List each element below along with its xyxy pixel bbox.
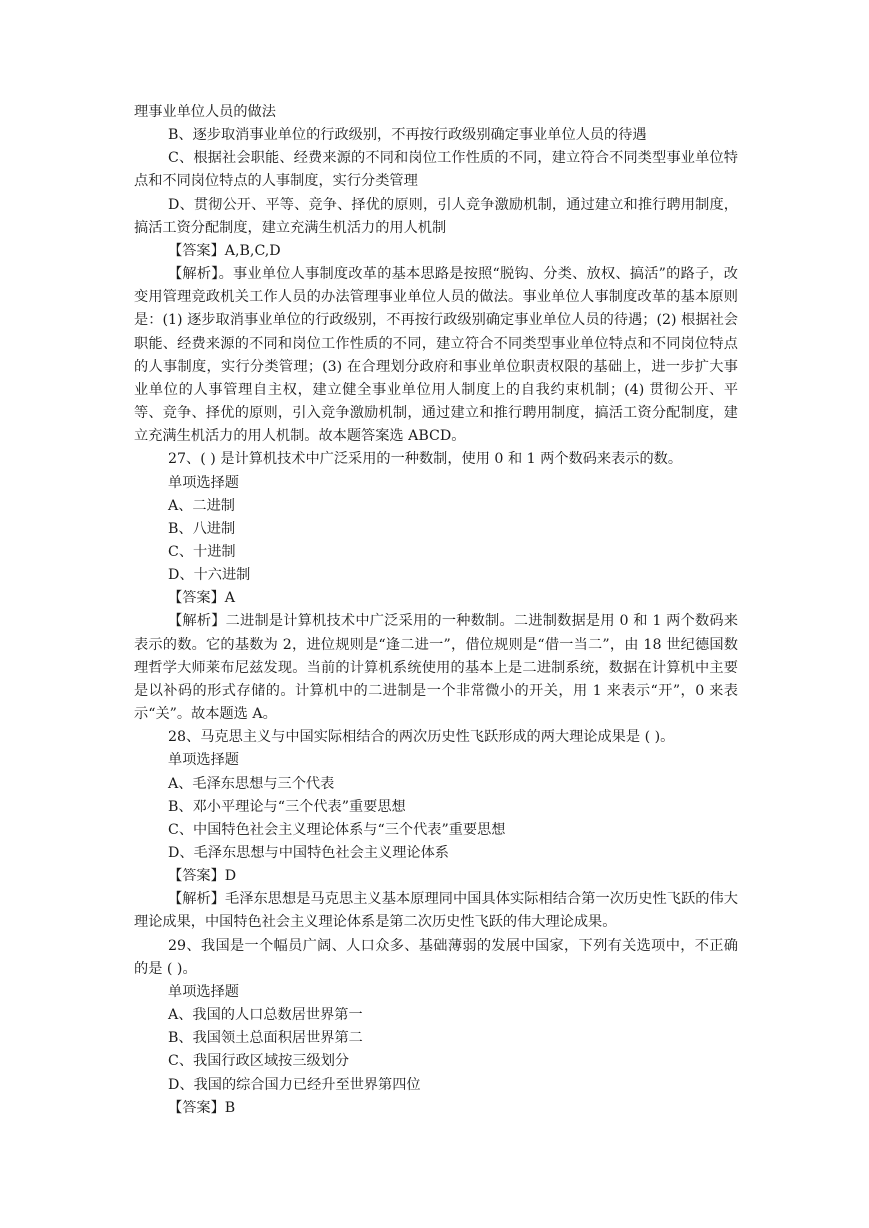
option-c: C、根据社会职能、经费来源的不同和岗位工作性质的不同，建立符合不同类型事业单位特点和不同岗位特点的人事制度，实行分类管理 xyxy=(134,150,738,190)
analysis: 【解析】二进制是计算机技术中广泛采用的一种数制。二进制数据是用 0 和 1 两个数码来表示的数。它的基数为 2，进位规则是“逢二进一”，借位规则是“借一当二”，由 18 世纪德国数理哲学大师莱布尼兹发现。当前的计算机系统使用的基本上是二进制系统，数据在计算机中主要是以补码的形式存储的。计算机中的二进制是一个非常微小的开关，用 1 来表示“开”，0 来表示“关”。故本题选 A。 xyxy=(134,613,738,723)
question-type: 单项选择题 xyxy=(168,474,239,491)
option-a: A、二进制 xyxy=(168,497,235,514)
answer: 【答案】A xyxy=(168,590,235,607)
document-body xyxy=(134,101,738,1120)
option-c: C、中国特色社会主义理论体系与“三个代表”重要思想 xyxy=(168,821,506,838)
question-29: 29、我国是一个幅员广阔、人口众多、基础薄弱的发展中国家，下列有关选项中，不正确的是 ( )。 xyxy=(134,937,738,977)
option-a: A、毛泽东思想与三个代表 xyxy=(168,775,335,792)
option-d: D、毛泽东思想与中国特色社会主义理论体系 xyxy=(168,845,449,861)
answer: 【答案】B xyxy=(168,1099,236,1116)
answer: 【答案】A,B,C,D xyxy=(168,242,281,259)
option-b: B、邓小平理论与“三个代表”重要思想 xyxy=(168,798,406,815)
option-d: D、贯彻公开、平等、竞争、择优的原则，引人竞争激励机制，通过建立和推行聘用制度，搞活工资分配制度，建立充满生机活力的用人机制 xyxy=(134,196,738,236)
answer: 【答案】D xyxy=(168,868,237,885)
question-type: 单项选择题 xyxy=(168,983,239,1000)
question-27: 27、( ) 是计算机技术中广泛采用的一种数制，使用 0 和 1 两个数码来表示的数。 xyxy=(168,451,683,468)
question-28: 28、马克思主义与中国实际相结合的两次历史性飞跃形成的两大理论成果是 ( )。 xyxy=(168,729,675,746)
option-b: B、八进制 xyxy=(168,520,236,537)
analysis: 【解析】毛泽东思想是马克思主义基本原理同中国具体实际相结合第一次历史性飞跃的伟大理论成果，中国特色社会主义理论体系是第二次历史性飞跃的伟大理论成果。 xyxy=(134,891,738,931)
paragraph: 理事业单位人员的做法 xyxy=(134,104,276,120)
option-b: B、逐步取消事业单位的行政级别，不再按行政级别确定事业单位人员的待遇 xyxy=(168,127,647,144)
option-b: B、我国领土总面积居世界第二 xyxy=(168,1030,363,1047)
option-c: C、我国行政区域按三级划分 xyxy=(168,1053,350,1070)
option-c: C、十进制 xyxy=(168,543,236,560)
option-d: D、十六进制 xyxy=(168,567,251,584)
option-d: D、我国的综合国力已经升至世界第四位 xyxy=(168,1076,421,1093)
analysis: 【解析】。事业单位人事制度改革的基本思路是按照“脱钩、分类、放权、搞活”的路子，改变用管理竞政机关工作人员的办法管理事业单位人员的做法。事业单位人事制度改革的基本原则是：(1) 逐步取消事业单位的行政级别，不再按行政级别确定事业单位人员的待遇；(2) 根据社会职能、经费来源的不同和岗位工作性质的不同，建立符合不同类型事业单位特点和不同岗位特点的人事制度，实行分类管理；(3) 在合理划分政府和事业单位职责权限的基础上，进一步扩大事业单位的人事管理自主权，建立健全事业单位用人制度上的自我约束机制；(4) 贯彻公开、平等、竞争、择优的原则，引入竞争激励机制，通过建立和推行聘用制度，搞活工资分配制度，建立充满生机活力的用人机制。故本题答案选 ABCD。 xyxy=(134,266,739,445)
question-type: 单项选择题 xyxy=(168,752,239,769)
option-a: A、我国的人口总数居世界第一 xyxy=(168,1007,363,1024)
